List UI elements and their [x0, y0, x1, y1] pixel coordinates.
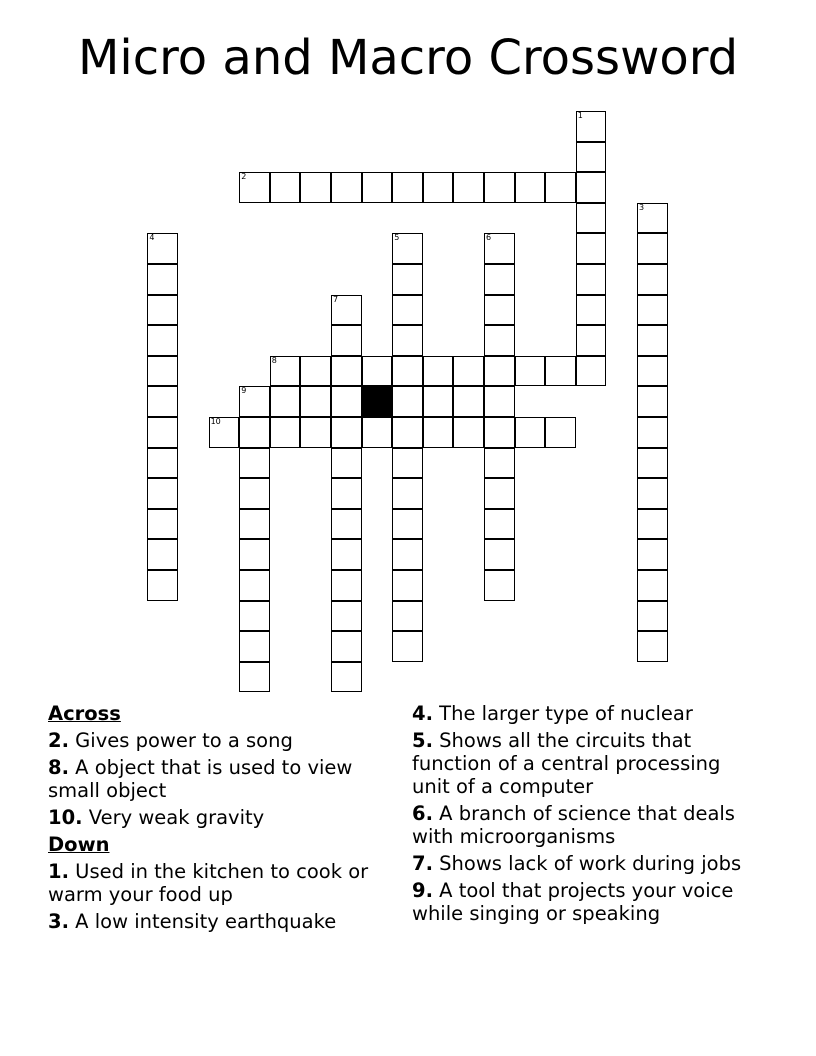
crossword-block-cell: [362, 386, 393, 417]
clue-item: [412, 852, 762, 875]
crossword-cell[interactable]: [392, 601, 423, 632]
crossword-cell[interactable]: [637, 386, 668, 417]
clues-heading-down: Down: [48, 833, 110, 856]
clue-item-number: 10.: [48, 806, 83, 829]
crossword-cell[interactable]: [484, 386, 515, 417]
crossword-cell[interactable]: [147, 509, 178, 540]
crossword-cell[interactable]: [484, 570, 515, 601]
crossword-cell[interactable]: [239, 662, 270, 693]
crossword-cell[interactable]: [239, 631, 270, 662]
crossword-cell[interactable]: [423, 417, 454, 448]
clue-item-number: 8.: [48, 756, 69, 779]
crossword-cell[interactable]: [239, 539, 270, 570]
crossword-cell[interactable]: [239, 478, 270, 509]
crossword-cell[interactable]: [515, 417, 546, 448]
crossword-cell[interactable]: [484, 356, 515, 387]
crossword-cell[interactable]: [270, 356, 301, 387]
crossword-cell[interactable]: [576, 142, 607, 173]
crossword-cell[interactable]: [576, 356, 607, 387]
crossword-cell[interactable]: [392, 478, 423, 509]
crossword-cell[interactable]: [637, 264, 668, 295]
clue-item-number: 1.: [48, 860, 69, 883]
crossword-cell[interactable]: [239, 172, 270, 203]
clue-number: 4: [149, 233, 155, 243]
crossword-cell[interactable]: [392, 233, 423, 264]
crossword-cell[interactable]: [637, 325, 668, 356]
crossword-cell[interactable]: [637, 295, 668, 326]
crossword-cell[interactable]: [392, 570, 423, 601]
clue-number: 1: [577, 111, 583, 120]
crossword-cell[interactable]: [453, 386, 484, 417]
crossword-cell[interactable]: [331, 570, 362, 601]
crossword-cell[interactable]: [147, 264, 178, 295]
crossword-cell[interactable]: [637, 417, 668, 448]
crossword-cell[interactable]: [331, 539, 362, 570]
clue-item-text: A object that is used to view small object: [48, 756, 353, 802]
crossword-cell[interactable]: [147, 478, 178, 509]
crossword-cell[interactable]: [147, 325, 178, 356]
crossword-cell[interactable]: [392, 386, 423, 417]
clue-item-text: Shows lack of work during jobs: [432, 852, 742, 875]
clue-item: [412, 729, 762, 798]
clue-number: 9: [241, 386, 247, 396]
crossword-cell[interactable]: [392, 356, 423, 387]
crossword-cell[interactable]: [331, 662, 362, 693]
crossword-cell[interactable]: [637, 601, 668, 632]
crossword-cell[interactable]: [484, 509, 515, 540]
clue-item: [412, 702, 762, 725]
crossword-cell[interactable]: [392, 448, 423, 479]
clue-item: [412, 879, 762, 925]
clue-number: 8: [271, 355, 277, 365]
crossword-cell[interactable]: [239, 601, 270, 632]
crossword-cell[interactable]: [392, 172, 423, 203]
crossword-cell[interactable]: [331, 386, 362, 417]
crossword-cell[interactable]: [453, 172, 484, 203]
crossword-cell[interactable]: [331, 631, 362, 662]
crossword-cell[interactable]: [331, 448, 362, 479]
clue-item-text: Shows all the circuits that function of a central processing unit of a computer: [412, 729, 721, 798]
crossword-cell[interactable]: [637, 203, 668, 234]
crossword-cell[interactable]: [331, 478, 362, 509]
clue-item: [48, 910, 393, 933]
crossword-cell[interactable]: [147, 356, 178, 387]
crossword-cell[interactable]: [545, 356, 576, 387]
crossword-cell[interactable]: [239, 448, 270, 479]
clue-item-text: The larger type of nuclear: [432, 702, 693, 725]
clue-number: 10: [210, 417, 221, 426]
clue-item-number: 3.: [48, 910, 69, 933]
crossword-cell[interactable]: [637, 233, 668, 264]
crossword-cell[interactable]: [484, 233, 515, 264]
crossword-cell[interactable]: [515, 172, 546, 203]
clue-item-number: 7.: [412, 852, 433, 875]
crossword-cell[interactable]: [331, 325, 362, 356]
crossword-cell[interactable]: [576, 295, 607, 326]
crossword-cell[interactable]: [331, 172, 362, 203]
crossword-cell[interactable]: [147, 417, 178, 448]
crossword-cell[interactable]: [637, 356, 668, 387]
crossword-cell[interactable]: [392, 539, 423, 570]
crossword-cell[interactable]: [423, 172, 454, 203]
crossword-cell[interactable]: [147, 570, 178, 601]
clue-item-text: Used in the kitchen to cook or warm your food up: [48, 860, 369, 906]
crossword-cell[interactable]: [239, 417, 270, 448]
clue-item: [48, 806, 393, 829]
crossword-cell[interactable]: [392, 417, 423, 448]
crossword-cell[interactable]: [270, 386, 301, 417]
crossword-cell[interactable]: [239, 509, 270, 540]
crossword-cell[interactable]: [453, 356, 484, 387]
crossword-cell[interactable]: [637, 509, 668, 540]
crossword-cell[interactable]: [637, 539, 668, 570]
crossword-cell[interactable]: [239, 570, 270, 601]
crossword-cell[interactable]: [147, 233, 178, 264]
crossword-cell[interactable]: [576, 233, 607, 264]
clue-number: 3: [639, 202, 645, 212]
crossword-cell[interactable]: [239, 386, 270, 417]
crossword-cell[interactable]: [270, 172, 301, 203]
crossword-cell[interactable]: [545, 417, 576, 448]
clue-number: 6: [486, 233, 492, 243]
crossword-cell[interactable]: [362, 417, 393, 448]
crossword-cell[interactable]: [331, 509, 362, 540]
crossword-cell[interactable]: [392, 325, 423, 356]
crossword-cell[interactable]: [331, 601, 362, 632]
crossword-cell[interactable]: [484, 295, 515, 326]
clue-item-text: A branch of science that deals with microorganisms: [412, 802, 735, 848]
clue-number: 5: [394, 233, 400, 243]
page-title: Micro and Macro Crossword: [77, 30, 739, 86]
crossword-cell[interactable]: [300, 386, 331, 417]
crossword-cell[interactable]: [300, 417, 331, 448]
clue-item: [412, 802, 762, 848]
crossword-cell[interactable]: [576, 203, 607, 234]
crossword-cell[interactable]: [484, 478, 515, 509]
clue-number: 2: [241, 172, 247, 182]
clue-item-number: 4.: [412, 702, 433, 725]
clue-item-number: 2.: [48, 729, 69, 752]
crossword-cell[interactable]: [300, 356, 331, 387]
crossword-cell[interactable]: [453, 417, 484, 448]
clues-column-right: [412, 702, 762, 929]
crossword-cell[interactable]: [484, 417, 515, 448]
crossword-cell[interactable]: [147, 448, 178, 479]
crossword-cell[interactable]: [300, 172, 331, 203]
crossword-cell[interactable]: [637, 570, 668, 601]
crossword-cell[interactable]: [362, 172, 393, 203]
clue-item-text: A low intensity earthquake: [68, 910, 337, 933]
crossword-cell[interactable]: [484, 448, 515, 479]
crossword-cell[interactable]: [331, 295, 362, 326]
crossword-cell[interactable]: [270, 417, 301, 448]
clue-item: [48, 860, 393, 906]
crossword-cell[interactable]: [576, 111, 607, 142]
crossword-cell[interactable]: [515, 356, 546, 387]
clue-item-number: 6.: [412, 802, 433, 825]
crossword-cell[interactable]: [423, 356, 454, 387]
crossword-cell[interactable]: [484, 172, 515, 203]
crossword-cell[interactable]: [331, 417, 362, 448]
crossword-cell[interactable]: [392, 264, 423, 295]
crossword-cell[interactable]: [331, 356, 362, 387]
crossword-cell[interactable]: [576, 172, 607, 203]
clue-item: [48, 756, 393, 802]
crossword-cell[interactable]: [576, 325, 607, 356]
crossword-cell[interactable]: [392, 631, 423, 662]
clue-item: [48, 729, 393, 752]
crossword-cell[interactable]: [637, 448, 668, 479]
clue-item-number: 9.: [412, 879, 433, 902]
crossword-cell[interactable]: [637, 478, 668, 509]
crossword-cell[interactable]: [209, 417, 240, 448]
clues-heading-across: Across: [48, 702, 121, 725]
crossword-cell[interactable]: [392, 509, 423, 540]
clue-item-number: 5.: [412, 729, 433, 752]
crossword-cell[interactable]: [637, 631, 668, 662]
crossword-cell[interactable]: [147, 539, 178, 570]
crossword-cell[interactable]: [147, 295, 178, 326]
clue-item-text: Very weak gravity: [82, 806, 265, 829]
crossword-cell[interactable]: [392, 295, 423, 326]
crossword-cell[interactable]: [484, 325, 515, 356]
clues-column-left: [48, 702, 393, 937]
crossword-cell[interactable]: [147, 386, 178, 417]
crossword-cell[interactable]: [545, 172, 576, 203]
crossword-cell[interactable]: [484, 264, 515, 295]
crossword-cell[interactable]: [484, 539, 515, 570]
crossword-cell[interactable]: [362, 356, 393, 387]
crossword-cell[interactable]: [423, 386, 454, 417]
clue-item-text: A tool that projects your voice while singing or speaking: [412, 879, 734, 925]
crossword-cell[interactable]: [576, 264, 607, 295]
clue-item-text: Gives power to a song: [68, 729, 293, 752]
clue-number: 7: [333, 294, 339, 304]
